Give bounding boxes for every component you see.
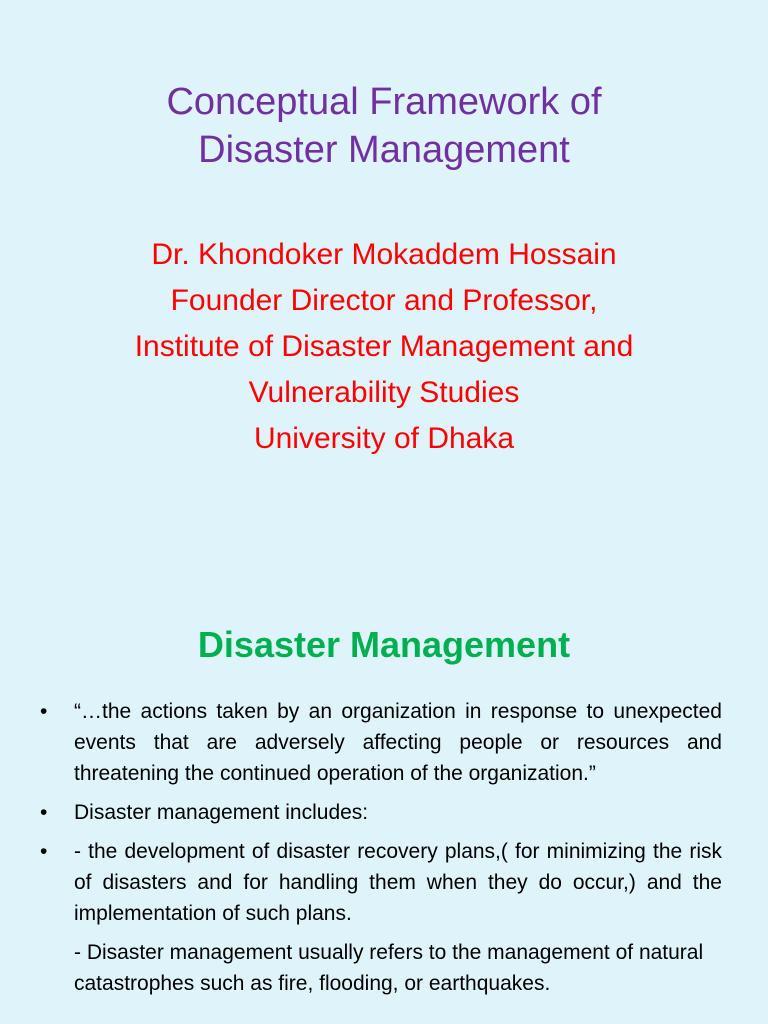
slide-title-line-2: Disaster Management [198,129,570,171]
section-heading: Disaster Management [197,624,571,665]
sub-paragraph: - Disaster management usually refers to the management of natural catastrophes such as fire, flooding, or earthquakes. [74,941,704,995]
slide-title-line-1: Conceptual Framework of [166,81,602,123]
bullet-marker: • [40,840,48,863]
bullet-text: “…the actions taken by an organization in response to unexpected events that are adversely affecting people or resources and threatening the continued operation of the organization.” [74,700,722,785]
bullet-marker: • [40,801,48,824]
author-name: Dr. Khondoker Mokaddem Hossain [151,238,617,271]
bullet-text: Disaster management includes: [74,801,369,824]
bullet-text: - the development of disaster recovery plans,( for minimizing the risk of disasters and for handling them when they do occur,) and the implementation of such plans. [74,840,722,925]
slide-2 [0,600,768,1024]
bullet-marker: • [40,700,48,723]
slide-title [0,78,768,174]
list-item [40,836,722,929]
list-item [40,696,722,789]
author-university: University of Dhaka [253,422,515,455]
bullet-list [40,696,722,999]
author-position: Founder Director and Professor, [170,284,598,317]
list-item [40,797,722,828]
author-block [0,232,768,462]
author-institute-line-2: Vulnerability Studies [248,376,520,409]
author-institute-line-1: Institute of Disaster Management and [134,330,634,363]
